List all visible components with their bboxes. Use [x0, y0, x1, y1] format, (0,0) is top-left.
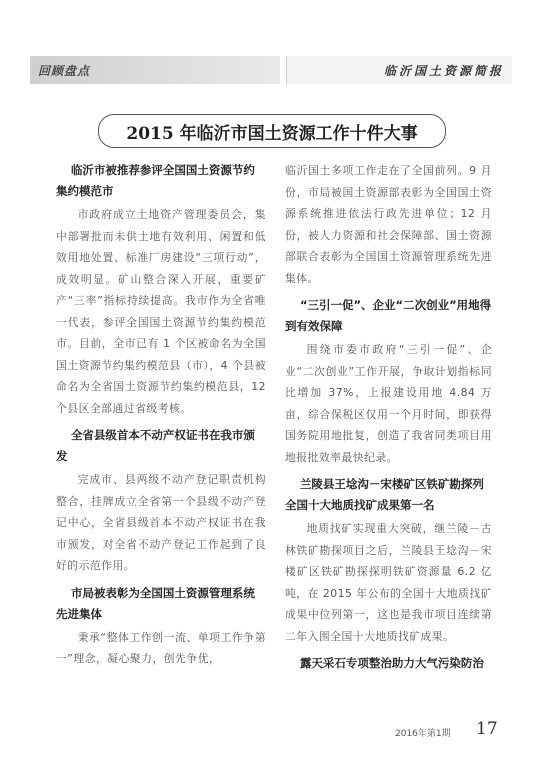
section-label: 回顾盘点	[38, 64, 91, 78]
section-banner	[30, 56, 280, 84]
right-column	[285, 160, 492, 676]
journal-banner	[286, 56, 512, 84]
journal-name: 临沂国土资源简报	[383, 64, 504, 78]
item-heading: 市局被表彰为全国国土资源管理系统先进集体	[56, 585, 255, 621]
article-title-box	[98, 114, 446, 148]
article-title: 2015 年临沂市国土资源工作十件大事	[126, 123, 418, 144]
page-header	[30, 56, 512, 84]
item-paragraph: 秉承“整体工作创一流、单项工作争第一”理念，凝心聚力，创先争优，	[56, 630, 266, 665]
item-paragraph-continued: 临沂国土多项工作走在了全国前列。9 月份，市局被国土资源部表彰为全国国土资源系统推进依法行政先进单位；12 月份，被人力资源和社会保障部、国土资源部联合表彰为全国国土资源管理系统先进集体。	[285, 164, 492, 285]
left-column	[56, 160, 266, 676]
issue-label: 2016年第1期	[395, 729, 451, 739]
item-paragraph: 完成市、县两级不动产登记职责机构整合，挂牌成立全省第一个县级不动产登记中心，全省县级首本不动产权证书在我市颁发，对全省不动产登记工作起到了良好的示范作用。	[56, 473, 266, 572]
item-heading: 兰陵县王埝沟－宋楼矿区铁矿勘探列全国十大地质找矿成果第一名	[285, 477, 484, 512]
item-heading: “三引一促”、企业“二次创业”用地得到有效保障	[285, 298, 492, 333]
item-paragraph: 地质找矿实现重大突破，继兰陵－古林铁矿勘探项目之后，兰陵县王埝沟－宋楼矿区铁矿勘探探明铁矿资源量 6.2 亿吨，在 2015 年公布的全国十大地质找矿成果中位列第一，这也是我市项目连续第二年入围全国十大地质找矿成果。	[285, 522, 492, 643]
page-number: 17	[476, 719, 498, 739]
item-paragraph: 市政府成立土地资产管理委员会，集中部署批而未供土地有效利用、闲置和低效用地处置、标准厂房建设“三项行动”，成效明显。矿山整合深入开展，重要矿产“三率”指标持续提高。我市作为全省唯一代表，参评全国国土资源节约集约模范市。目前，全市已有 1 个区被命名为全国国土资源节约集约模范县（市），4 个县被命名为全省国土资源节约集约模范县，12 个县区全部通过省级考核。	[56, 208, 266, 415]
item-paragraph: 围绕市委市政府“三引一促”、企业“二次创业”工作开展，争取计划指标同比增加 37%，上报建设用地 4.84 万亩，综合保税区仅用一个月时间，即获得国务院用地批复，创造了我省同类项目用地报批效率最快纪录。	[285, 343, 492, 464]
item-heading: 全省县级首本不动产权证书在我市颁发	[56, 428, 255, 463]
item-heading: 露天采石专项整治助力大气污染防治	[299, 656, 484, 670]
item-heading: 临沂市被推荐参评全国国土资源节约集约模范市	[56, 163, 255, 198]
